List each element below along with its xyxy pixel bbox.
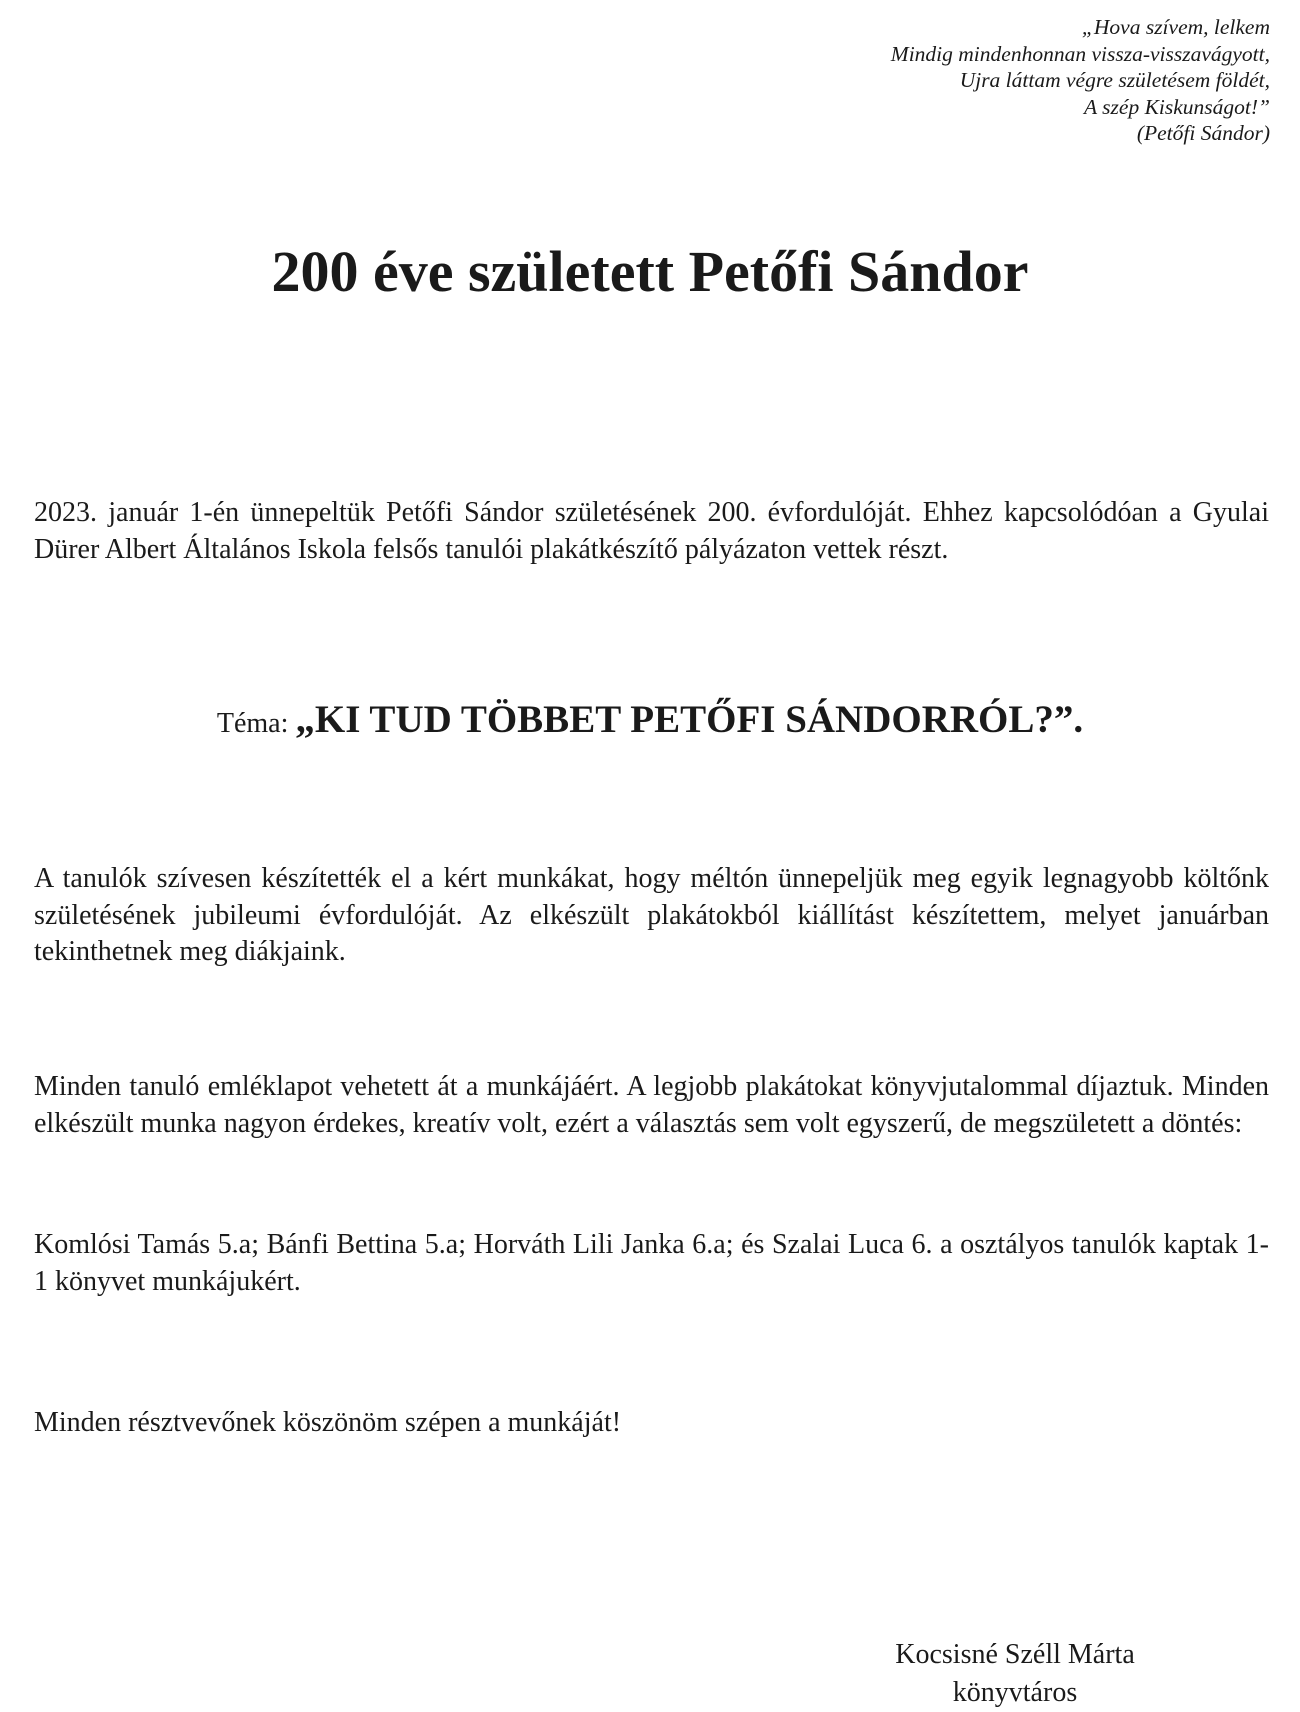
epigraph-line: Ujra láttam végre születésem földét, <box>959 68 1270 92</box>
epigraph-line: Mindig mindenhonnan vissza-visszavágyott, <box>890 41 1270 66</box>
theme-label: Téma: <box>216 708 296 739</box>
signature-role: könyvtáros <box>952 1677 1078 1708</box>
intro-paragraph: 2023. január 1-én ünnepeltük Petőfi Sándor születésének 200. évfordulóját. Ehhez kapcsolódóan a Gyulai Dürer Albert Általános Iskola felsős tanulói plakátkészítő pályázaton vettek részt. <box>34 497 1269 565</box>
document-title: 200 éve született Petőfi Sándor <box>271 239 1029 304</box>
exhibition-paragraph: A tanulók szívesen készítették el a kért munkákat, hogy méltón ünnepeljük meg egyik legnagyobb költőnk születésének jubileumi évfordulóját. Az elkészült plakátokból kiállítást készítettem, melyet januárban tekinthetnek meg diákjaink. <box>34 863 1269 967</box>
awards-paragraph: Minden tanuló emléklapot vehetett át a munkájáért. A legjobb plakátokat könyvjutalommal díjaztuk. Minden elkészült munka nagyon érdekes, kreatív volt, ezért a választás sem volt egyszerű, de megszületett a döntés: <box>34 1071 1269 1139</box>
theme-text: „KI TUD TÖBBET PETŐFI SÁNDORRÓL?”. <box>295 698 1084 741</box>
epigraph-line: A szép Kiskunságot!” <box>1084 94 1270 119</box>
epigraph-line: „Hova szívem, lelkem <box>1081 15 1270 39</box>
signature-block <box>850 1636 1180 1712</box>
theme-line <box>0 697 1300 742</box>
epigraph-author: (Petőfi Sándor) <box>1136 121 1270 145</box>
epigraph-quote <box>630 14 1270 147</box>
thanks-paragraph: Minden résztvevőnek köszönöm szépen a munkáját! <box>34 1407 622 1438</box>
signature-name: Kocsisné Széll Márta <box>895 1639 1135 1670</box>
winners-paragraph: Komlósi Tamás 5.a; Bánfi Bettina 5.a; Horváth Lili Janka 6.a; és Szalai Luca 6. a osztályos tanulók kaptak 1-1 könyvet munkájukért. <box>34 1229 1269 1297</box>
